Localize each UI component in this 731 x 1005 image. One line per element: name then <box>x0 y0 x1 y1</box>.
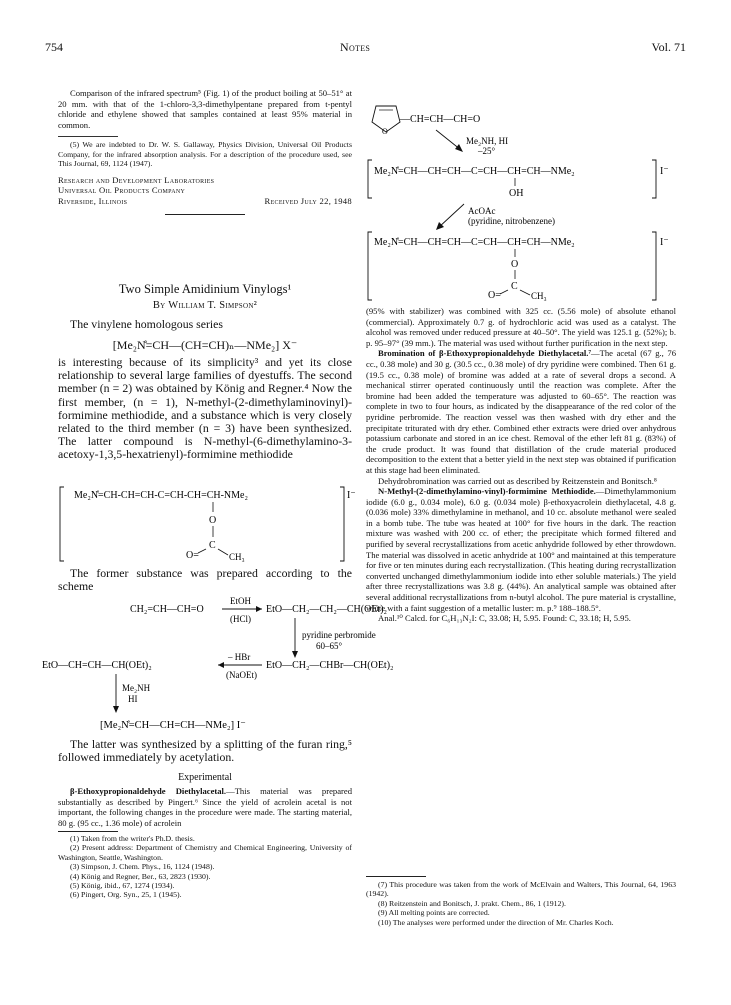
scheme-arrow1-catalyst: (HCl) <box>230 614 251 624</box>
intro-paragraph: Comparison of the infrared spectrum⁵ (Fig. 1) of the product boiling at 50–51° at 20 mm. with that of the 1-chloro-3,3-dimethylpentane prepared from t-pentyl chloride and ethylene showed that samples contained at least 95% material in common. <box>58 88 352 130</box>
reagent-solvents: (pyridine, nitrobenzene) <box>468 216 555 226</box>
left-footnotes <box>58 834 352 900</box>
furan-chain: —CH=CH—CH=O <box>400 114 481 125</box>
left-footnote-rule <box>58 831 118 832</box>
scheme-down-cond2: 60–65° <box>316 641 343 651</box>
byline: By William T. Simpson² <box>152 300 258 311</box>
hydroxy-intermediate: Me₂N̊=CH—CH=CH—C=CH—CH=CH—NMe₂ <box>374 166 575 177</box>
affiliation-1: Research and Development Laboratories <box>58 174 215 185</box>
methiodide-title: N-Methyl-(2-dimethylamino-vinyl)-formimine Methiodide. <box>378 486 596 497</box>
experimental-heading: Experimental <box>178 772 232 783</box>
bromination-text: —The acetal (67 g., 76 cc., 0.38 mole) and 30 g. (30.5 cc., 0.38 mole) of dry pyridine were combined. Then 61 g. (19.5 cc., 0.38 mole) of bromine was added at a rate of several drops a second. A mechanical stirrer operated continuously until the reaction was complete. After the bromine had been added the temperature was adjusted to 60–65°. The reaction was complete in two to four hours, as indicated by the disappearance of the red color of the pyridine perbromide. The reaction vessel was then washed with dry ether and the precipitate triturated with dry ether. Combined ether extracts were dried over anhydrous potassium carbonate and stored in an ice chest. Removal of the ether left 81 g. (83%) of the crude product. It was found that distillation of the crude material produced decomposition to the extent that a better yield in the next step was obtained if purification at this stage had been eliminated. <box>366 348 676 475</box>
article-title: Two Simple Amidinium Vinylogs¹ <box>118 282 292 296</box>
page-number: 754 <box>45 40 63 54</box>
structure-main-chain: Me₂N̊=CH-CH=CH-C=CH-CH=CH-NMe₂ <box>74 490 248 501</box>
footnote-2: (2) Present address: Department of Chemistry and Chemical Engineering, University of Washington, Seattle, Washington. <box>58 843 352 862</box>
footnote-8: (8) Reitzenstein and Bonitsch, J. prakt. Chem., 86, 1 (1912). <box>378 898 566 908</box>
reagent-acetic-anhydride: AcOAc <box>468 206 496 216</box>
product-oxygen: O <box>511 259 519 270</box>
scheme-down2-acid: HI <box>128 694 138 704</box>
running-head: Notes <box>340 40 371 54</box>
body-paragraph-2: The former substance was prepared according to the scheme <box>58 566 352 594</box>
footnote-5b: (5) König, ibid., 67, 1274 (1934). <box>70 881 175 891</box>
product-carbonyl-oxygen: O= <box>488 290 501 301</box>
acetoxy-product: Me₂N̊=CH—CH=CH—C=CH—CH=CH—NMe₂ <box>374 237 575 248</box>
intermediate-hydroxyl: OH <box>509 188 524 199</box>
experimental-text: —This material was prepared substantially as described by Pingert.⁶ Since the yield of acrolein acetal is not important, the following changes in the procedure were made. The starting material, 80 g. (95 cc., 1.36 mole) of acrolein <box>58 786 352 828</box>
furan-scheme <box>366 86 676 304</box>
scheme-arrow2-reagent: – HBr <box>228 652 251 662</box>
structure-iodide: I⁻ <box>347 490 356 501</box>
body-paragraph-1: is interesting because of its simplicity³ and yet its close relationship to several large families of dyestuffs. The second member (n = 2) was obtained by König and Regner.⁴ Now the first member, (n = 1), N-methyl-(2-dimethylaminovinyl)-formimine methiodide, and a substance which is very closely related to the third member (n = 3) have been synthesized. The latter compound is N-methyl-(6-dimethylamino-3-acetoxy-1,3,5-hexatrienyl)-formimine methiodide <box>58 355 352 462</box>
structure-oxygen: O <box>209 515 217 526</box>
footnote-6: (6) Pingert, Org. Syn., 25, 1 (1945). <box>70 890 182 900</box>
footnote-3: (3) Simpson, J. Chem. Phys., 16, 1124 (1948). <box>70 862 215 872</box>
right-footnote-rule <box>366 876 426 877</box>
footnote-4: (4) König and Regner, Ber., 63, 2823 (1930). <box>70 871 211 881</box>
analysis-line: Anal.¹⁰ Calcd. for C₆H₁₃N₂I: C, 33.08; H, 5.95. Found: C, 33.18; H, 5.95. <box>378 613 631 624</box>
bromination-title: Bromination of β-Ethoxypropionaldehyde Diethylacetal.⁷ <box>378 348 592 359</box>
volume-label: Vol. 71 <box>651 40 686 54</box>
furan-oxygen: O <box>382 127 388 136</box>
product-iodide: I⁻ <box>660 237 669 248</box>
reaction-scheme <box>40 596 394 746</box>
series-formula: [Me₂N̊=CH—(CH=CH)ₙ—NMe₂] X⁻ <box>112 338 298 352</box>
section-rule <box>165 214 245 215</box>
structure-carbonyl-carbon: C <box>209 540 216 551</box>
footnote-1: (1) Taken from the writer's Ph.D. thesis. <box>70 834 195 843</box>
scheme-down-cond1: pyridine perbromide <box>302 630 376 640</box>
right-text-1: (95% with stabilizer) was combined with 325 cc. (5.56 mole) of absolute ethanol (commercial). Approximately 0.7 g. of hydrochloric acid was used as a catalyst. The alcohol was removed under reduced pressure at 40–50°. The yield was 125.1 g. (52%); b. p. 95–97° (39 mm.). The material was used without further purification in the next step. <box>366 306 676 348</box>
affiliation-2: Universal Oil Products Company <box>58 185 186 196</box>
acetoxy-structure <box>58 485 358 565</box>
experimental-subtitle: β-Ethoxypropionaldehyde Diethylacetal. <box>70 786 227 796</box>
body-paragraph-3: The latter was synthesized by a splitting of the furan ring,⁵ followed immediately by acetylation. <box>58 737 352 765</box>
scheme-ethoxyacrolein: EtO—CH=CH—CH(OEt)₂ <box>42 660 152 671</box>
series-intro: The vinylene homologous series <box>70 317 224 331</box>
product-methyl: CH₃ <box>531 291 547 301</box>
dehydrobromination-text: Dehydrobromination was carried out as described by Reitzenstein and Bonitsch.⁸ <box>378 475 657 486</box>
scheme-acrolein: CH₂=CH—CH=O <box>130 604 204 615</box>
scheme-arrow1-reagent: EtOH <box>230 596 251 606</box>
structure-carbonyl-oxygen: O= <box>186 550 199 561</box>
reagent-temp: –25° <box>478 146 496 156</box>
footnote-10: (10) The analyses were performed under the direction of Mr. Charles Koch. <box>378 917 614 927</box>
affiliation-3: Riverside, Illinois <box>58 195 128 206</box>
reagent-dimethylamine: Me₂NH, HI <box>466 136 509 146</box>
footnote-rule <box>58 136 118 137</box>
scheme-arrow2-base: (NaOEt) <box>226 670 257 680</box>
scheme-down2-amine: Me₂NH <box>122 683 151 693</box>
scheme-bromoacetal: EtO—CH₂—CHBr—CH(OEt)₂ <box>266 660 394 671</box>
left-column <box>58 88 352 215</box>
received-date: Received July 22, 1948 <box>264 195 352 206</box>
right-footnotes <box>366 880 676 927</box>
scheme-product: [Me₂N̊=CH—CH=CH—NMe₂] I⁻ <box>100 720 246 731</box>
scheme-acetal: EtO—CH₂—CH₂—CH(OEt)₂ <box>266 604 388 615</box>
intermediate-iodide: I⁻ <box>660 166 669 177</box>
footnote-5: (5) We are indebted to Dr. W. S. Gallaway, Physics Division, Universal Oil Products Company, for the infrared absorption analysis. For a description of the procedure used, see This Journal, 69, 1124 (1947). <box>58 140 352 169</box>
footnote-9: (9) All melting points are corrected. <box>378 908 490 918</box>
methiodide-text: —Dimethylammonium iodide (6.0 g., 0.034 mole), 6.0 g. (0.034 mole) β-ethoxyacrolein diethylacetal, 4.8 g. (0.036 mole) 33% dimethylamine in methanol, and 10 cc. absolute methanol were sealed in a bomb tube. The tube was heated at 100° for five hours in the dark. The reaction mixture was washed with 200 cc. of ether; the precipitate which formed filtered and purified by several recrystallizations from acetic anhydride followed by ether throwdown. The material was dissolved in acetic anhydride at 100° and maintained at this temperature for five or ten minutes during each recrystallization. (This heating during recrystallization converted unchanged dimethylammonium iodide into ether soluble materials.) The yield after three recrystallizations was 3.8 g. (44%). An analytical sample was obtained after several additional recrystallizations from n-butyl alcohol. The pure material is crystalline, white with a faint suggestion of a metallic luster: m. p.⁹ 188–188.5°. <box>366 486 676 613</box>
footnote-7: (7) This procedure was taken from the work of McElvain and Walters, This Journal, 64, 1963 (1942). <box>366 880 676 899</box>
product-carbonyl-carbon: C <box>511 281 518 292</box>
structure-methyl: CH₃ <box>229 552 245 562</box>
